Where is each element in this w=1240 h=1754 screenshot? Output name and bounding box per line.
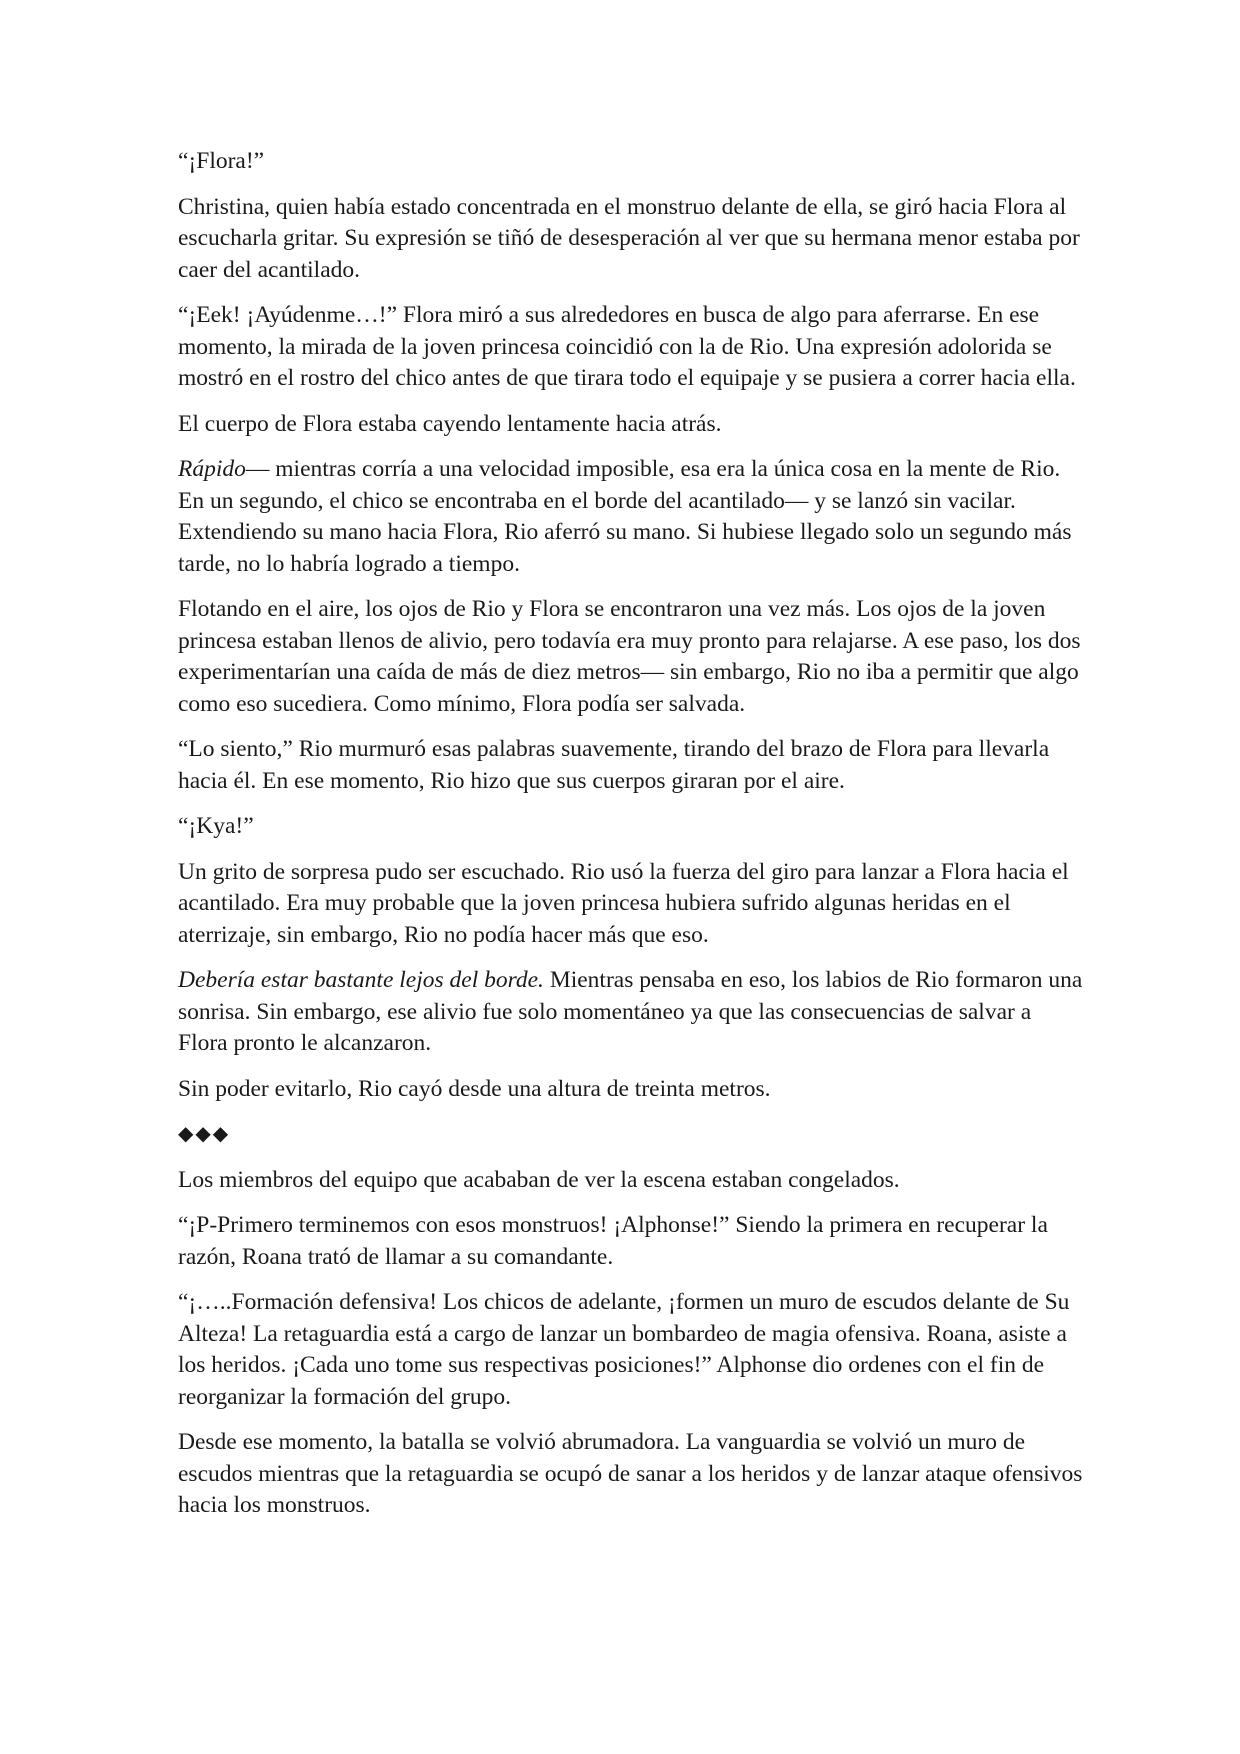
paragraph: Desde ese momento, la batalla se volvió abrumadora. La vanguardia se volvió un muro de escudos mientras que la retaguardia se ocupó de sanar a los heridos y de lanzar ataque ofensivos hacia los monstruos.	[178, 1429, 1083, 1518]
paragraph-text: — mientras corría a una velocidad imposible, esa era la única cosa en la mente de Rio. En un segundo, el chico se encontraba en el borde del acantilado— y se lanzó sin vacilar. Extendiendo su mano hacia Flora, Rio aferró su mano. Si hubiese llegado solo un segundo más tarde, no lo habría logrado a tiempo.	[178, 456, 1072, 577]
paragraph: Los miembros del equipo que acababan de ver la escena estaban congelados.	[178, 1166, 900, 1193]
paragraph: Christina, quien había estado concentrada en el monstruo delante de ella, se giró hacia Flora al escucharla gritar. Su expresión se tiñó de desesperación al ver que su hermana menor estaba por caer del acantilado.	[178, 193, 1080, 283]
paragraph: “¡Eek! ¡Ayúdenme…!” Flora miró a sus alrededores en busca de algo para aferrarse. En ese momento, la mirada de la joven princesa coincidió con la de Rio. Una expresión adolorida se mostró en el rostro del chico antes de que tirara todo el equipaje y se pusiera a correr hacia ella.	[178, 302, 1076, 391]
paragraph: Un grito de sorpresa pudo ser escuchado. Rio usó la fuerza del giro para lanzar a Flora hacia el acantilado. Era muy probable que la joven princesa hubiera sufrido algunas heridas en el aterrizaje, sin embargo, Rio no podía hacer más que eso.	[178, 858, 1069, 948]
paragraph: “Lo siento,” Rio murmuró esas palabras suavemente, tirando del brazo de Flora para llevarla hacia él. En ese momento, Rio hizo que sus cuerpos giraran por el aire.	[178, 736, 1050, 794]
italic-thought: Rápido	[178, 456, 246, 482]
document-page	[178, 146, 1083, 1536]
paragraph	[178, 965, 1083, 1060]
paragraph	[178, 454, 1083, 580]
paragraph-text: Mientras pensaba en eso, los labios de Rio formaron una sonrisa. Sin embargo, ese alivio fue solo momentáneo ya que las consecuencias de salvar a Flora pronto le alcanzaron.	[178, 967, 1083, 1056]
paragraph: “¡Flora!”	[178, 148, 265, 174]
italic-thought: Debería estar bastante lejos del borde.	[178, 967, 544, 993]
paragraph: “¡…..Formación defensiva! Los chicos de adelante, ¡formen un muro de escudos delante de Su Alteza! La retaguardia está a cargo de lanzar un bombardeo de magia ofensiva. Roana, asiste a los heridos. ¡Cada uno tome sus respectivas posiciones!” Alphonse dio ordenes con el fin de reorganizar la formación del grupo.	[178, 1289, 1070, 1410]
paragraph: “¡Kya!”	[178, 813, 254, 839]
paragraph: El cuerpo de Flora estaba cayendo lentamente hacia atrás.	[178, 410, 722, 437]
paragraph: Flotando en el aire, los ojos de Rio y Flora se encontraron una vez más. Los ojos de la joven princesa estaban llenos de alivio, pero todavía era muy pronto para relajarse. A ese paso, los dos experimentarían una caída de más de diez metros— sin embargo, Rio no iba a permitir que algo como eso sucediera. Como mínimo, Flora podía ser salvada.	[178, 596, 1081, 717]
paragraph: Sin poder evitarlo, Rio cayó desde una altura de treinta metros.	[178, 1075, 771, 1102]
paragraph: “¡P-Primero terminemos con esos monstruos! ¡Alphonse!” Siendo la primera en recuperar la razón, Roana trató de llamar a su comandante.	[178, 1212, 1048, 1270]
scene-separator: ◆◆◆	[178, 1123, 231, 1145]
